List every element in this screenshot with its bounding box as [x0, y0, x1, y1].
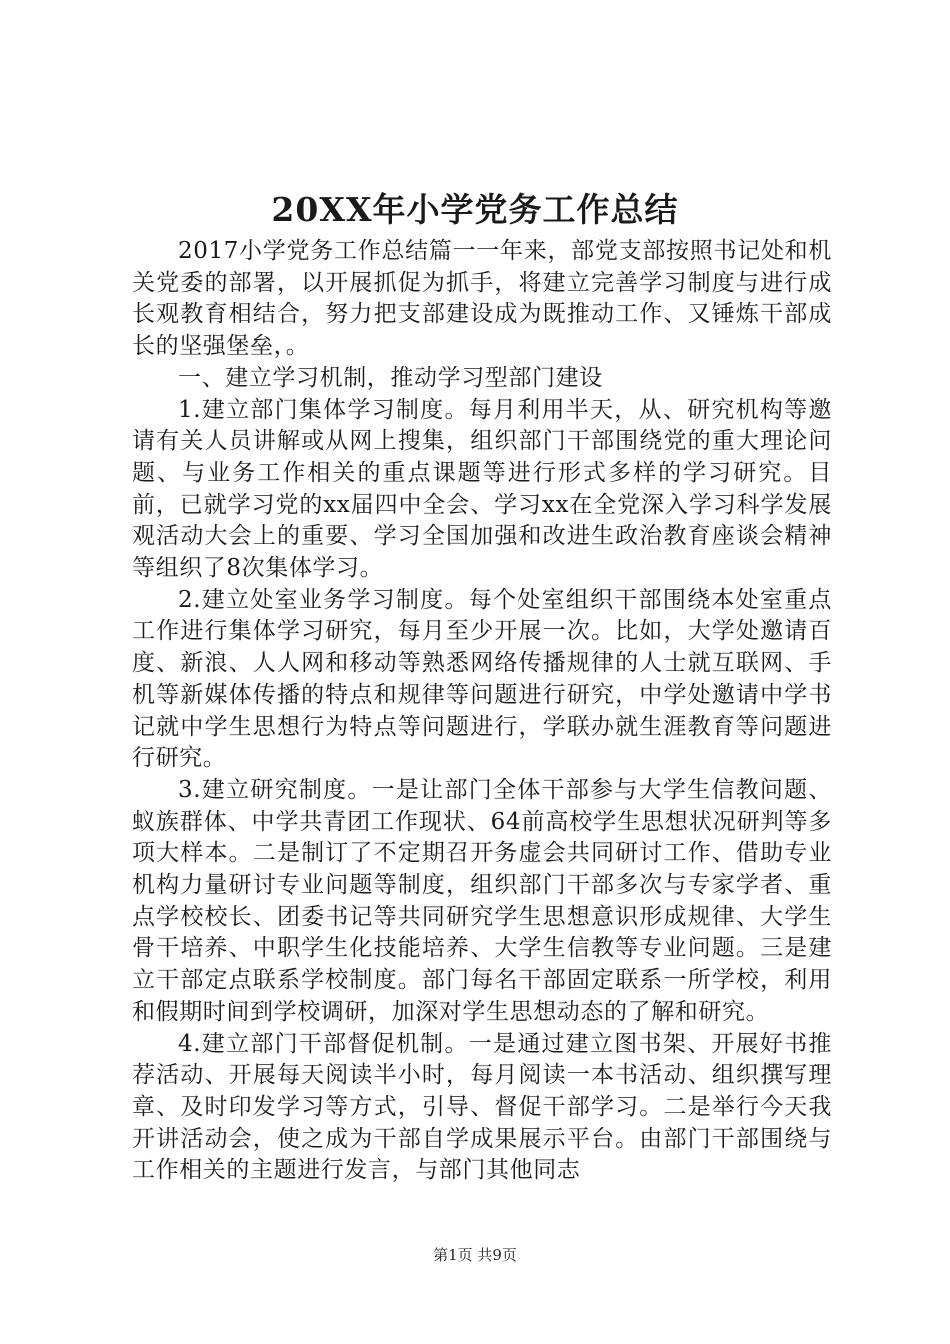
document-body: [132, 236, 832, 1187]
paragraph-item-3: 3.建立研究制度。一是让部门全体干部参与大学生信教问题、蚁族群体、中学共青团工作现状、64前高校学生思想状况研判等多项大样本。二是制订了不定期召开务虚会共同研讨工作、借助专业机构力量研讨专业问题等制度，组织部门干部多次与专家学者、重点学校校长、团委书记等共同研究学生思想意识形成规律、大学生骨干培养、中职学生化技能培养、大学生信教等专业问题。三是建立干部定点联系学校制度。部门每名干部固定联系一所学校，利用和假期时间到学校调研，加深对学生思想动态的了解和研究。: [132, 776, 832, 1025]
section-heading: 一、建立学习机制，推动学习型部门建设: [178, 364, 603, 391]
page-footer: 第1页 共9页: [433, 1246, 517, 1264]
paragraph-item-4: 4.建立部门干部督促机制。一是通过建立图书架、开展好书推荐活动、开展每天阅读半小时，每月阅读一本书活动、组织撰写理章、及时印发学习等方式，引导、督促干部学习。二是举行今天我开讲活动会，使之成为干部自学成果展示平台。由部门干部围绕与工作相关的主题进行发言，与部门其他同志: [132, 1030, 832, 1184]
paragraph-item-2: 2.建立处室业务学习制度。每个处室组织干部围绕本处室重点工作进行集体学习研究，每月至少开展一次。比如，大学处邀请百度、新浪、人人网和移动等熟悉网络传播规律的人士就互联网、手机等新媒体传播的特点和规律等问题进行研究，中学处邀请中学书记就中学生思想行为特点等问题进行，学联办就生涯教育等问题进行研究。: [132, 586, 832, 772]
paragraph-item-1: 1.建立部门集体学习制度。每月利用半天，从、研究机构等邀请有关人员讲解或从网上搜集，组织部门干部围绕党的重大理论问题、与业务工作相关的重点课题等进行形式多样的学习研究。目前，已就学习党的xx届四中全会、学习xx在全党深入学习科学发展观活动大会上的重要、学习全国加强和改进生政治教育座谈会精神等组织了8次集体学习。: [132, 396, 832, 582]
document-title: 20XX年小学党务工作总结: [271, 190, 679, 229]
paragraph-intro: 2017小学党务工作总结篇一一年来，部党支部按照书记处和机关党委的部署，以开展抓促为抓手，将建立完善学习制度与进行成长观教育相结合，努力把支部建设成为既推动工作、又锤炼干部成长的坚强堡垒，。: [132, 238, 832, 360]
